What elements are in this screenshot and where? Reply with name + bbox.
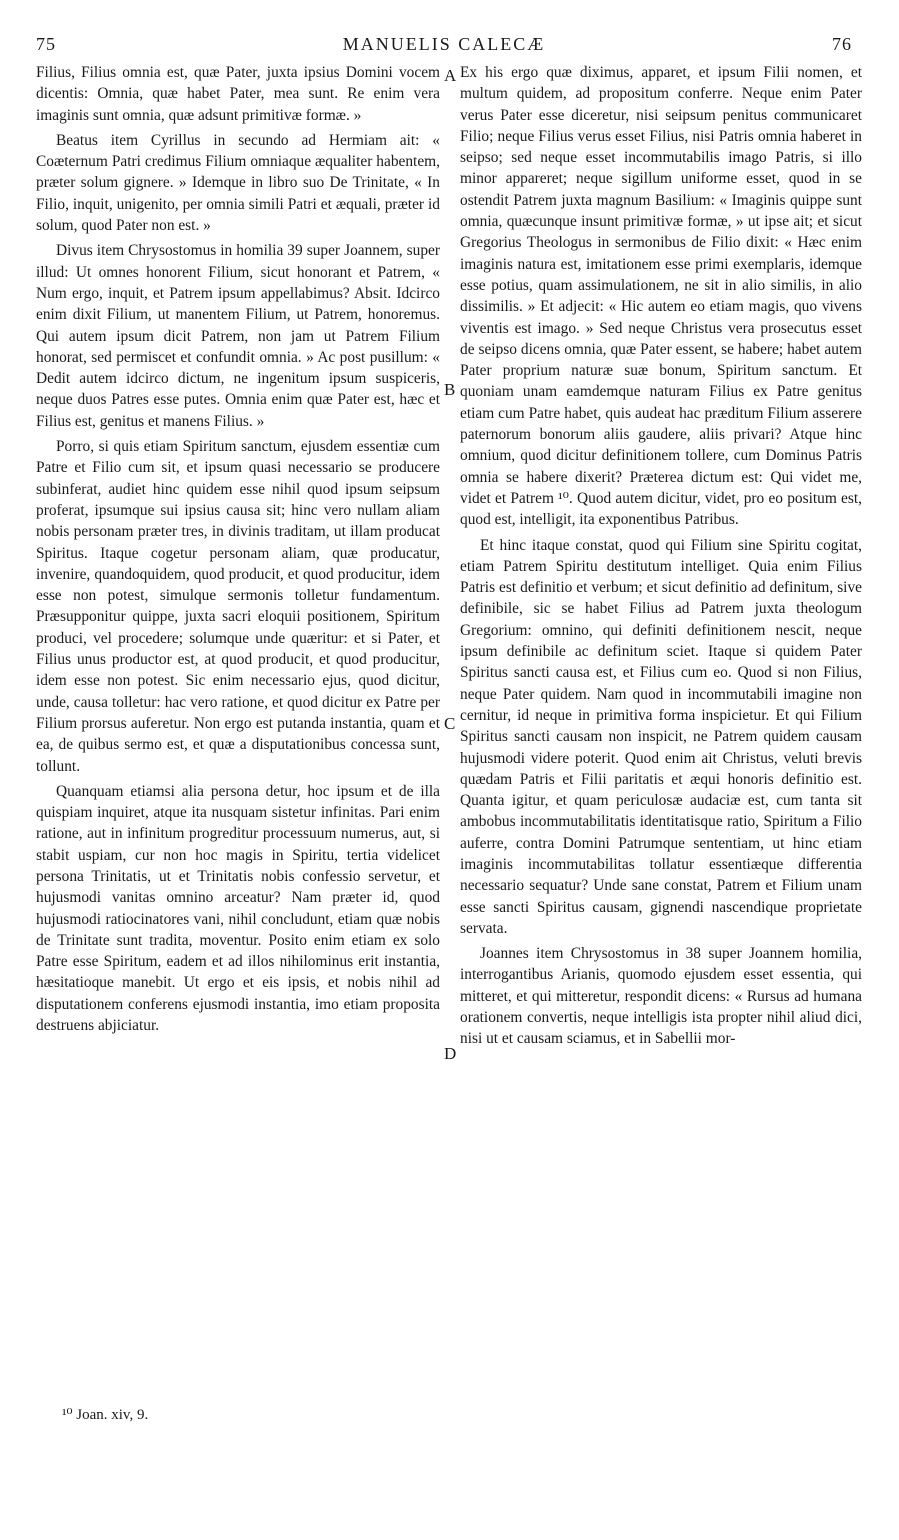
paragraph: Beatus item Cyrillus in secundo ad Hermiam ait: « Coæternum Patri credimus Filium omniaque æqualiter habentem, præter solum gignere. » Idemque in libro suo De Trinitate, « In Filio, inquit, unigenito, per omnia simili Patri et æquali, præter id solum, quod Pater non est. » [36, 131, 440, 235]
paragraph: Quanquam etiamsi alia persona detur, hoc ipsum et de illa quispiam inquiret, atque ita nusquam sistetur infinitas. Pari enim ratione, aut in infinitum progreditur processuum numerus, aut, si stabit uspiam, cur non hoc magis in Spiritu, tertia videlicet persona Trinitatis, ut et Trinitatis nobis confessio servetur, et hujusmodi vanitas omnino arceatur? Nam præter id, quod hujusmodi ratiocinatores vani, nihil concludunt, etiam quæ nobis de Trinitate sunt tradita, moventur. Posito enim etiam ex solo Patre esse Spiritum, eadem et ad illos nihilominus erit instantia, hæsitatioque manebit. Ut ergo et eis ipsis, et nobis nihil ad disputationem conferens ejusmodi instantia, imo etiam proposita destruens abjiciatur. [36, 782, 440, 1035]
page-number-right: 76 [832, 34, 852, 54]
right-column [460, 62, 862, 1050]
footnote: ¹⁰ Joan. xiv, 9. [62, 1407, 149, 1423]
left-column [36, 62, 440, 1036]
running-header [36, 34, 852, 60]
margin-letter-a: A [444, 66, 457, 85]
margin-letter-d: D [444, 1044, 457, 1063]
margin-letter-b: B [444, 380, 456, 399]
paragraph: Ex his ergo quæ diximus, apparet, et ipsum Filii nomen, et multum quidem, ad propositum conferre. Neque enim Pater verus Pater esse diceretur, nisi seipsum penitus communicaret Filio; neque Filius verus esset Filius, nisi Patris omnia haberet in seipso; sed neque esset incommutabilis imago Patris, si illo minor appareret; neque sigillum uniforme esset, quod in se ostendit Patrem juxta magnum Basilium: « Imaginis quippe sunt omnia, quæcunque insunt primitivæ formæ, » ut ipse ait; et sicut Gregorius Theologus in sermonibus de Filio dixit: « Hæc enim imaginis natura est, imitationem esse primi exemplaris, idemque esse potius, quam assimulationem, ne sit in alio similis, in alio dissimilis. » Et adjecit: « Hic autem eo etiam magis, quo vivens viventis est imago. » Sed neque Christus vera prosecutus esset de seipso dicens omnia, quæ Pater essent, se habere; habet autem Pater proprium naturæ suæ bonum, Spiritum sanctum. Et quoniam unam eamdemque naturam Filius ex Patre genitus etiam cum Patre habet, quis audeat hac præditum Filium asserere paternorum bonorum aliis gaudere, aliis privari? Atque hinc omnium, quod dicitur definitionem tollere, cum Dominus Patris omnia se habere dixerit? Præterea dictum est: Qui videt me, videt et Patrem ¹⁰. Quod autem dicitur, videt, pro eo positum est, quod est, intelligit, ita exponentibus Patribus. [460, 64, 862, 529]
paragraph: Filius, Filius omnia est, quæ Pater, juxta ipsius Domini vocem dicentis: Omnia, quæ habet Pater, mea sunt. Re enim vera imaginis sunt omnia, quæ adsunt primitivæ formæ. » [36, 64, 440, 124]
margin-letter-c: C [444, 714, 456, 733]
paragraph: Divus item Chrysostomus in homilia 39 super Joannem, super illud: Ut omnes honorent Filium, sicut honorant et Patrem, « Num ergo, inquit, et Patrem ipsum appellabimus? Absit. Idcirco enim dixit Filium, ut manentem Filium, ut Patrem, honoremus. Qui autem ipsum dicit Patrem, non jam ut Patrem Filium honorat, sed permiscet et confundit omnia. » Ac post pusillum: « Dedit autem idcirco dictum, ne ingenitum ipsum suspiceris, neque duos Patres esse putes. Omnia enim quæ Pater est, hæc et Filius est, genitus et manens Filius. » [36, 242, 440, 430]
paragraph: Joannes item Chrysostomus in 38 super Joannem homilia, interrogantibus Arianis, quomodo ejusdem esset essentia, qui mitteret, et qui mitteretur, respondit dicens: « Rursus ad humana orationem convertis, neque intelligis ista propter nihil aliud dici, nisi ut et causam sciamus, et in Sabellii mor- [460, 945, 862, 1048]
paragraph: Porro, si quis etiam Spiritum sanctum, ejusdem essentiæ cum Patre et Filio cum sit, et ipsum quasi necessario se producere subinferat, audiet hinc quidem esse nihil quod ipsum seipsum proferat, ipsumque sui ipsius causa sit; hinc vero nullam aliam nobis personam præter tres, in divinis traditam, ut illam producat Spiritus. Itaque cogetur personam aliam, quæ producatur, invenire, quandoquidem, quod producit, et quod producitur, idem esse non potest, simulque sermonis tolletur fundamentum. Præsupponitur quippe, juxta sacri eloquii positionem, Spiritum produci, vel procedere; solumque unde quæritur: et si Pater, et Filius unus productor est, at quod producit, et quod producitur, idem esse non potest. Sic enim necessario ejus, quod dicitur, unde, causa tolletur: hac vero ratione, et quod dicitur ex Patre per Filium prorsus auferetur. Non ergo est putanda instantia, quam et ea, de quibus sermo est, et quæ a disputationibus concessa sunt, tollunt. [36, 438, 440, 775]
running-title: MANUELIS CALECÆ [342, 34, 546, 54]
page-number-left: 75 [36, 34, 56, 54]
paragraph: Et hinc itaque constat, quod qui Filium sine Spiritu cogitat, etiam Patrem Spiritu destitutum intelliget. Quia enim Filius Patris est definitio et verbum; et sicut definitio ad definitum, sive definibile, sic se habet Filius ad Patrem juxta theologum Gregorium: omnino, qui definiti definitionem nescit, neque ipsum definibile ac definitum sciet. Itaque si quidem Pater Spiritus sancti causa est, et Filius cum eo. Quod si non Filius, neque Pater quidem. Nam quod in incommutabili imagine non cernitur, id neque in primitiva forma inspicietur. Et qui Filium Spiritus sancti causam non inspicit, ne Patrem quidem causam hujusmodi videre poterit. Quod enim ait Christus, veluti brevis quædam Patris et Filii paritatis et æqui honoris definitio est. Quanta igitur, et quam periculosæ audaciæ est, cum tanta sit ambobus incommutabilitatis identitatisque ratio, Spiritum a Filio auferre, contra Domini Patrumque sententiam, ut hinc etiam imaginis incommutabilitas tollatur essentiæque differentia necessario sequatur? Unde sane constat, Patrem et Filium unam esse sancti Spiritus causam, gignendi nascendique proprietate servata. [460, 536, 862, 937]
